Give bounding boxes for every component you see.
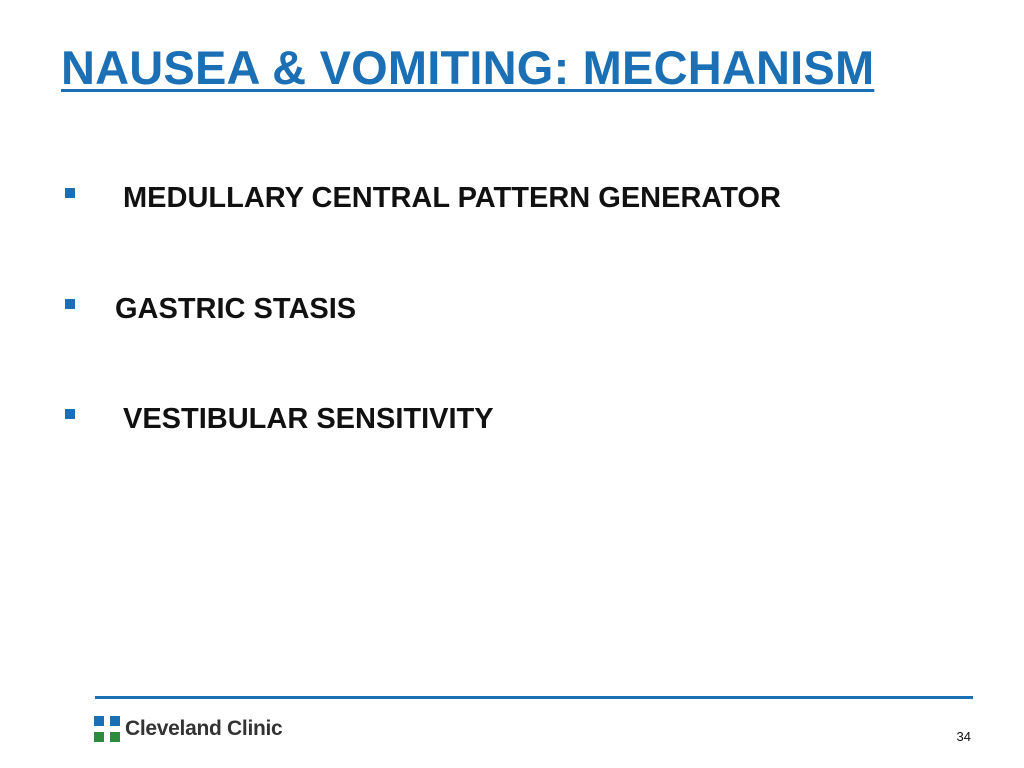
square-bullet-icon [65,299,75,309]
bullet-text: VESTIBULAR SENSITIVITY [123,403,494,435]
slide-title: NAUSEA & VOMITING: MECHANISM [61,41,875,94]
bullet-text: GASTRIC STASIS [115,293,357,325]
page-number: 34 [956,729,971,744]
square-bullet-icon [65,188,75,198]
cleveland-clinic-logo-icon [94,716,120,742]
square-bullet-icon [65,409,75,419]
footer-divider [95,696,973,699]
bullet-text: MEDULLARY CENTRAL PATTERN GENERATOR [123,182,781,214]
logo-text: Cleveland Clinic [125,717,283,740]
cleveland-clinic-logo [94,716,282,742]
